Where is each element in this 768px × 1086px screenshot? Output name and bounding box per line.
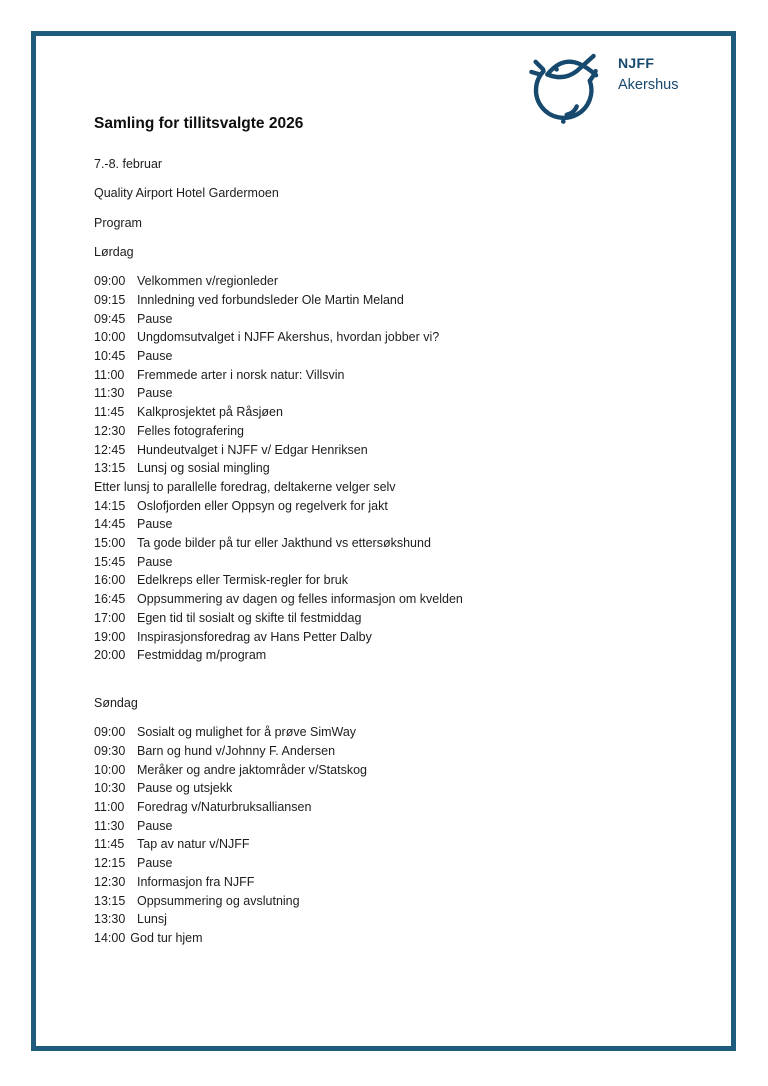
schedule-event: Festmiddag m/program — [137, 648, 267, 663]
schedule-time: 14:45 — [94, 517, 126, 532]
schedule-row — [94, 628, 704, 647]
schedule-time: 16:45 — [94, 592, 126, 607]
schedule-time: 10:00 — [94, 330, 126, 345]
schedule-event: Hundeutvalget i NJFF v/ Edgar Henriksen — [137, 442, 368, 457]
schedule-time: 12:15 — [94, 856, 126, 871]
schedule-event: Lunsj — [137, 912, 167, 927]
schedule-event: Ta gode bilder på tur eller Jakthund vs ettersøkshund — [137, 536, 431, 551]
schedule-event: Inspirasjonsforedrag av Hans Petter Dalby — [137, 629, 372, 644]
schedule-time: 15:45 — [94, 554, 126, 569]
schedule-event: Informasjon fra NJFF — [137, 874, 255, 889]
logo — [521, 40, 678, 124]
schedule-time: 10:00 — [94, 762, 126, 777]
schedule-event: Pause — [137, 349, 173, 363]
schedule-time: 09:30 — [94, 743, 126, 758]
schedule-time: 10:30 — [94, 781, 126, 796]
schedule-event: God tur hjem — [130, 930, 203, 945]
schedule-event: Kalkprosjektet på Råsjøen — [137, 405, 283, 420]
schedule-row — [94, 441, 704, 460]
schedule-row — [94, 459, 704, 478]
schedule-row — [94, 779, 704, 798]
schedule-time: 12:30 — [94, 874, 126, 889]
schedule-event: Velkommen v/regionleder — [137, 274, 279, 289]
schedule-event: Pause og utsjekk — [137, 781, 233, 796]
schedule-event: Pause — [137, 386, 173, 401]
schedule-event: Pause — [137, 818, 173, 833]
schedule-event: Edelkreps eller Termisk-regler for bruk — [137, 573, 348, 588]
fish-antler-logo-icon — [521, 40, 609, 124]
logo-region-name: Akershus — [618, 77, 679, 93]
schedule-row — [94, 571, 704, 590]
schedule-row — [94, 590, 704, 609]
schedule-time: 12:30 — [94, 423, 126, 438]
schedule-row — [94, 817, 704, 836]
schedule-event: Barn og hund v/Johnny F. Andersen — [137, 743, 336, 758]
schedule-time: 11:00 — [94, 800, 125, 815]
schedule-row — [94, 929, 704, 948]
schedule-event: Tap av natur v/NJFF — [137, 837, 250, 852]
schedule-time: 19:00 — [94, 629, 126, 644]
day-heading-sunday: Søndag — [94, 695, 138, 710]
schedule-event: Oppsummering av dagen og felles informasjon om kvelden — [137, 592, 463, 607]
schedule-event: Innledning ved forbundsleder Ole Martin Meland — [137, 292, 404, 307]
schedule-time: 20:00 — [94, 648, 126, 663]
schedule-time: 09:00 — [94, 725, 126, 740]
schedule-row — [94, 366, 704, 385]
page-title: Samling for tillitsvalgte 2026 — [94, 115, 304, 132]
schedule-row — [94, 384, 704, 403]
program-content — [94, 113, 704, 948]
schedule-row — [94, 835, 704, 854]
schedule-time: 17:00 — [94, 610, 126, 625]
schedule-event: Lunsj og sosial mingling — [137, 461, 270, 476]
schedule-row — [94, 553, 704, 572]
schedule-row — [94, 742, 704, 761]
schedule-time: 13:15 — [94, 461, 126, 476]
schedule-row — [94, 478, 704, 497]
schedule-event: Oppsummering og avslutning — [137, 893, 300, 908]
schedule-row — [94, 798, 704, 817]
schedule-event: Meråker og andre jaktområder v/Statskog — [137, 762, 367, 777]
schedule-time: 11:30 — [94, 386, 125, 401]
schedule-row — [94, 403, 704, 422]
schedule-row — [94, 892, 704, 911]
schedule-event: Fremmede arter i norsk natur: Villsvin — [137, 367, 345, 382]
logo-text — [618, 40, 678, 124]
schedule-event: Etter lunsj to parallelle foredrag, deltakerne velger selv — [94, 479, 396, 494]
schedule-row — [94, 910, 704, 929]
schedule-event: Foredrag v/Naturbruksalliansen — [137, 800, 312, 815]
schedule-time: 11:45 — [94, 405, 125, 420]
schedule-time: 14:15 — [94, 498, 126, 513]
day-heading-saturday: Lørdag — [94, 244, 134, 259]
schedule-time: 13:15 — [94, 893, 126, 908]
logo-org-name: NJFF — [618, 55, 655, 71]
schedule-row — [94, 497, 704, 516]
schedule-row — [94, 347, 704, 366]
venue-line: Quality Airport Hotel Gardermoen — [94, 186, 279, 201]
schedule-event: Pause — [137, 856, 173, 871]
schedule-row — [94, 854, 704, 873]
schedule-time: 11:45 — [94, 837, 125, 852]
schedule-time: 13:30 — [94, 912, 126, 927]
date-line: 7.-8. februar — [94, 157, 163, 171]
schedule-row — [94, 723, 704, 742]
schedule-time: 11:00 — [94, 367, 125, 382]
schedule-event: Felles fotografering — [137, 423, 245, 438]
schedule-time: 09:15 — [94, 292, 126, 307]
schedule-row — [94, 291, 704, 310]
schedule-row — [94, 422, 704, 441]
schedule-row — [94, 515, 704, 534]
schedule-row — [94, 272, 704, 291]
schedule-event: Pause — [137, 517, 173, 532]
schedule-row — [94, 873, 704, 892]
schedule-time: 12:45 — [94, 442, 126, 457]
program-label: Program — [94, 215, 142, 230]
schedule-event: Pause — [137, 554, 173, 569]
schedule-event: Sosialt og mulighet for å prøve SimWay — [137, 725, 357, 740]
schedule-event: Egen tid til sosialt og skifte til festmiddag — [137, 610, 362, 625]
schedule-row — [94, 310, 704, 329]
schedule-time: 14:00 — [94, 930, 126, 945]
saturday-schedule — [94, 272, 704, 665]
schedule-time: 10:45 — [94, 349, 126, 363]
schedule-event: Ungdomsutvalget i NJFF Akershus, hvordan jobber vi? — [137, 330, 440, 345]
schedule-time: 11:30 — [94, 818, 125, 833]
schedule-event: Pause — [137, 311, 173, 326]
schedule-row — [94, 761, 704, 780]
schedule-time: 16:00 — [94, 573, 126, 588]
schedule-time: 09:00 — [94, 274, 126, 289]
schedule-row — [94, 328, 704, 347]
schedule-time: 15:00 — [94, 536, 126, 551]
sunday-schedule — [94, 723, 704, 947]
schedule-event: Oslofjorden eller Oppsyn og regelverk for jakt — [137, 498, 388, 513]
schedule-row — [94, 646, 704, 665]
schedule-row — [94, 534, 704, 553]
schedule-row — [94, 609, 704, 628]
schedule-time: 09:45 — [94, 311, 126, 326]
